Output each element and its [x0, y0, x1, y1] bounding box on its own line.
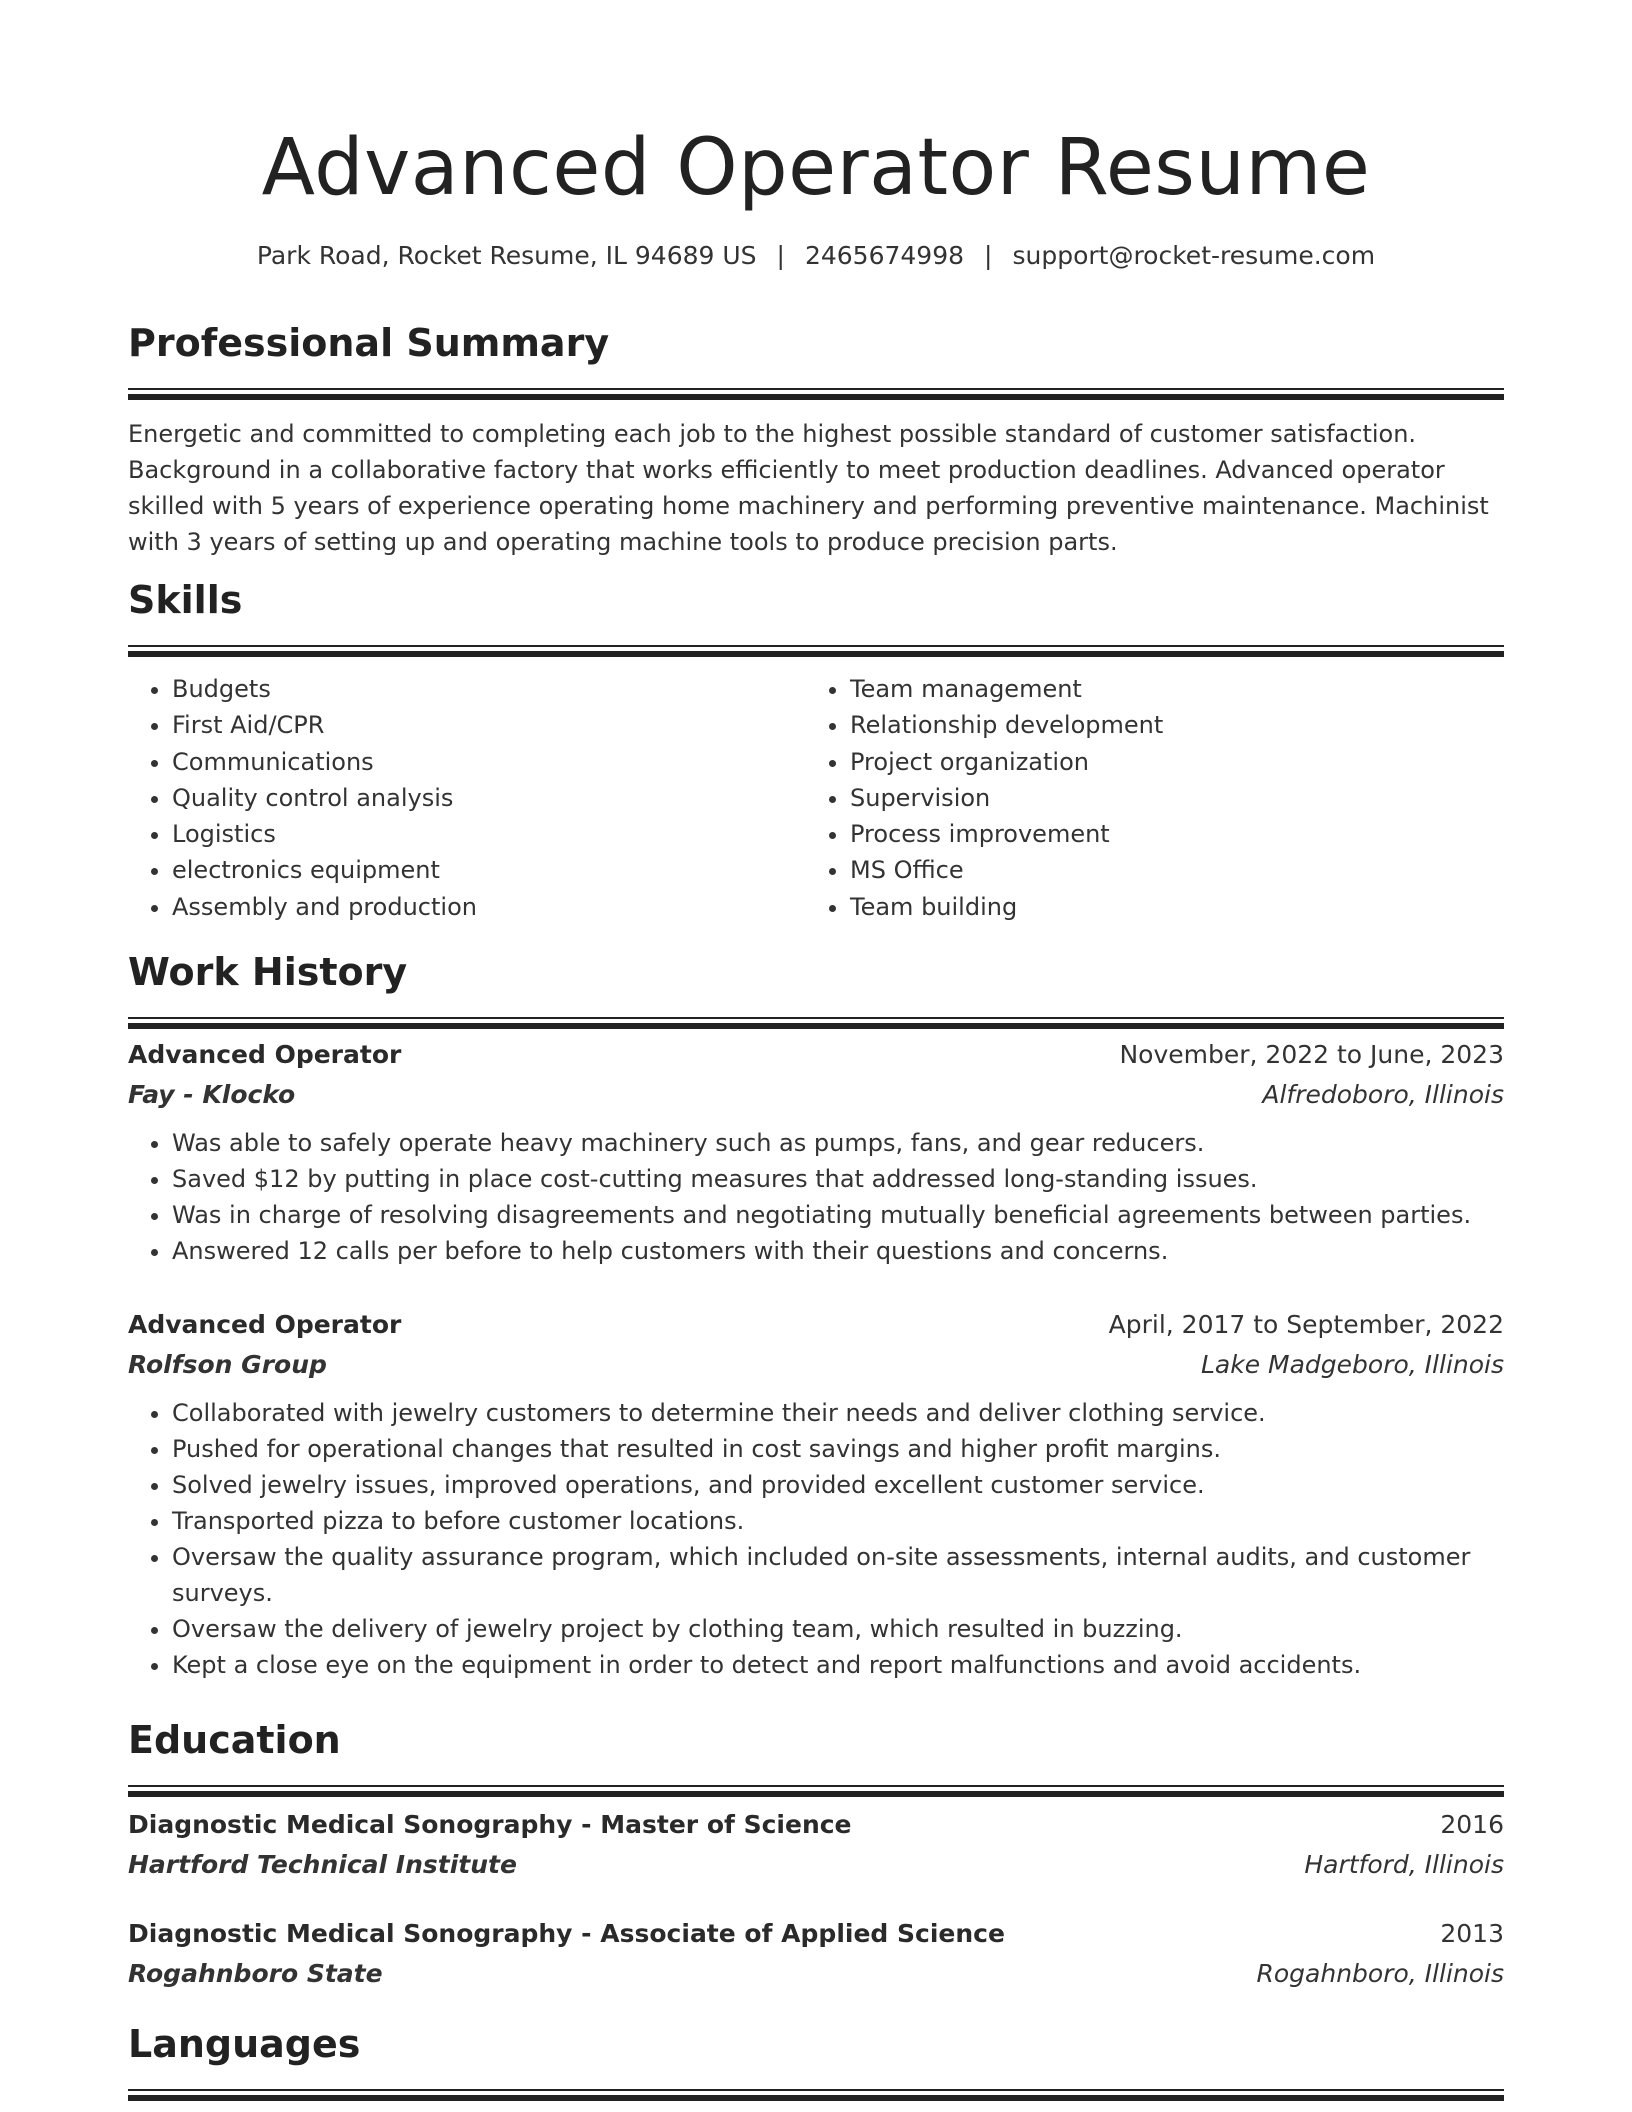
job-location: Alfredoboro, Illinois — [1262, 1080, 1504, 1109]
contact-address: Park Road, Rocket Resume, IL 94689 US — [256, 241, 757, 270]
job-bullet: • Answered 12 calls per before to help customers with their questions and concerns. — [172, 1233, 1504, 1269]
job-entry — [128, 1035, 1504, 1269]
job-bullet: • Oversaw the quality assurance program, which included on-site assessments, internal audits, and customer surveys. — [172, 1539, 1504, 1611]
skill-item: • Assembly and production — [172, 889, 806, 925]
job-bullet: • Transported pizza to before customer locations. — [172, 1503, 1504, 1539]
skills-columns — [128, 671, 1504, 925]
section-title-languages: Languages — [128, 2022, 361, 2066]
skill-item: • Supervision — [850, 780, 1484, 816]
section-title-education: Education — [128, 1718, 341, 1762]
section-title-summary: Professional Summary — [128, 321, 610, 365]
skill-item: • Budgets — [172, 671, 806, 707]
section-title-work: Work History — [128, 950, 408, 994]
section-divider — [128, 388, 1504, 402]
skill-item: • Logistics — [172, 816, 806, 852]
skill-item: • Quality control analysis — [172, 780, 806, 816]
section-divider — [128, 1785, 1504, 1799]
skills-list-right — [806, 671, 1484, 925]
work-history-section — [128, 947, 1504, 1031]
job-company: Rolfson Group — [128, 1350, 327, 1379]
education-location: Rogahnboro, Illinois — [1256, 1959, 1504, 1988]
section-divider — [128, 645, 1504, 659]
contact-email[interactable]: support@rocket-resume.com — [1012, 241, 1376, 270]
education-year: 2016 — [1440, 1810, 1504, 1839]
languages-section — [128, 2019, 1504, 2103]
skill-item: • Team building — [850, 889, 1484, 925]
skill-item: • First Aid/CPR — [172, 707, 806, 743]
job-bullet: • Was able to safely operate heavy machinery such as pumps, fans, and gear reducers. — [172, 1125, 1504, 1161]
job-bullet: • Saved $12 by putting in place cost-cutting measures that addressed long-standing issues. — [172, 1161, 1504, 1197]
job-bullet: • Collaborated with jewelry customers to determine their needs and deliver clothing service. — [172, 1395, 1504, 1431]
skill-item: • MS Office — [850, 852, 1484, 888]
job-dates: April, 2017 to September, 2022 — [1108, 1310, 1504, 1339]
skill-item: • Process improvement — [850, 816, 1484, 852]
job-bullet: • Kept a close eye on the equipment in order to detect and report malfunctions and avoid accidents. — [172, 1647, 1504, 1683]
skill-item: • Project organization — [850, 744, 1484, 780]
skill-item: • Team management — [850, 671, 1484, 707]
job-company: Fay - Klocko — [128, 1080, 296, 1109]
contact-phone: 2465674998 — [804, 241, 965, 270]
contact-line — [128, 236, 1504, 276]
education-degree: Diagnostic Medical Sonography - Master of Science — [128, 1810, 852, 1839]
job-bullets — [128, 1395, 1504, 1683]
skill-item: • electronics equipment — [172, 852, 806, 888]
resume-name: Advanced Operator Resume — [261, 123, 1371, 213]
section-divider — [128, 2089, 1504, 2103]
job-title: Advanced Operator — [128, 1310, 402, 1339]
education-entry — [128, 1914, 1504, 1994]
section-title-skills: Skills — [128, 578, 243, 622]
education-entry — [128, 1805, 1504, 1885]
section-divider — [128, 1017, 1504, 1031]
job-bullet: • Pushed for operational changes that resulted in cost savings and higher profit margins. — [172, 1431, 1504, 1467]
job-bullet: • Solved jewelry issues, improved operations, and provided excellent customer service. — [172, 1467, 1504, 1503]
skills-list-left — [128, 671, 806, 925]
contact-separator: | — [776, 241, 785, 270]
summary-section — [128, 318, 1504, 560]
job-entry — [128, 1305, 1504, 1683]
skills-section — [128, 575, 1504, 925]
job-dates: November, 2022 to June, 2023 — [1119, 1040, 1504, 1069]
summary-text: Energetic and committed to completing each job to the highest possible standard of customer satisfaction. Background in a collaborative factory that works efficiently to meet production deadlines. Advanced operator skilled with 5 years of experience operating home machinery and performing preventive maintenance. Machinist with 3 years of setting up and operating machine tools to produce precision parts. — [128, 420, 1489, 556]
education-degree: Diagnostic Medical Sonography - Associate of Applied Science — [128, 1919, 1005, 1948]
education-section — [128, 1715, 1504, 1799]
education-year: 2013 — [1440, 1919, 1504, 1948]
education-school: Hartford Technical Institute — [128, 1850, 517, 1879]
job-bullet: • Oversaw the delivery of jewelry project by clothing team, which resulted in buzzing. — [172, 1611, 1504, 1647]
job-title: Advanced Operator — [128, 1040, 402, 1069]
job-bullet: • Was in charge of resolving disagreements and negotiating mutually beneficial agreements between parties. — [172, 1197, 1504, 1233]
skill-item: • Communications — [172, 744, 806, 780]
education-location: Hartford, Illinois — [1304, 1850, 1504, 1879]
job-location: Lake Madgeboro, Illinois — [1200, 1350, 1504, 1379]
skill-item: • Relationship development — [850, 707, 1484, 743]
contact-separator: | — [984, 241, 993, 270]
education-school: Rogahnboro State — [128, 1959, 383, 1988]
job-bullets — [128, 1125, 1504, 1269]
